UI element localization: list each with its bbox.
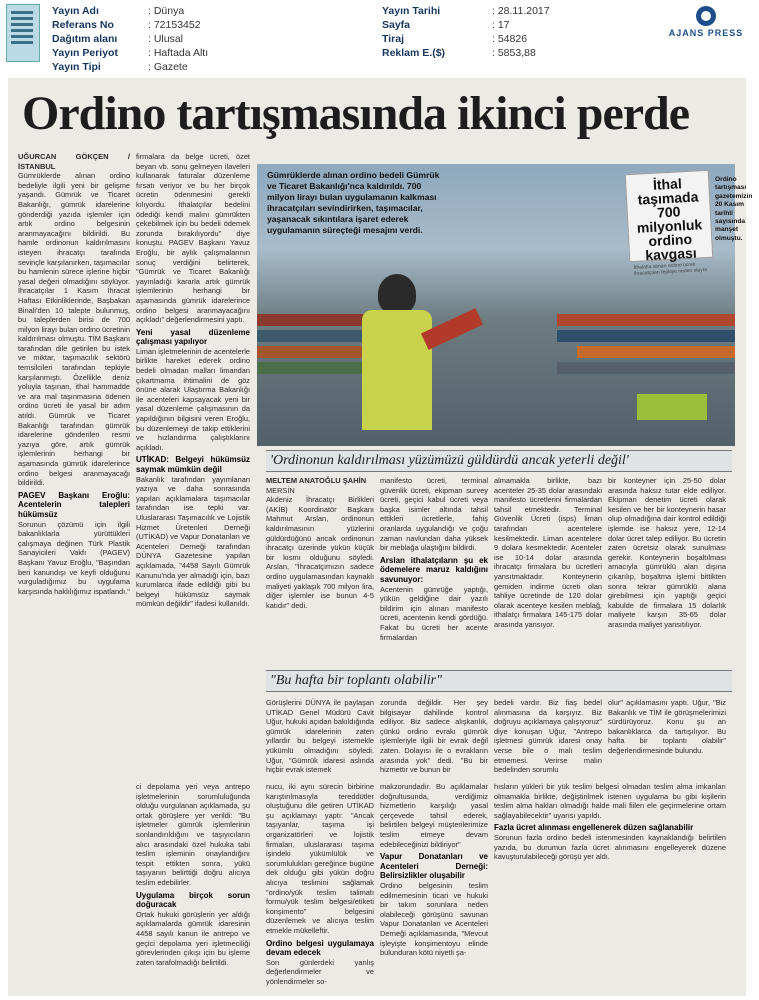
container-stack bbox=[577, 346, 735, 358]
meta-right bbox=[382, 4, 612, 60]
body-text: Gümrüklerde alınan ordino bedeliyle ilgili yeni bir gelişme yaşandı. Gümrük ve Ticaret Bakanlığı, gümrük idarelerine gönderdiği yazıda işlemler için artık ordino belgesinin aranmayacağını bildirildi. Bu hamle ordinonun kaldırılmasını isteyen ihracatçı tarafında sevinçle karşılanırken, taşımacılar bu hamlenin sürece işlerine hiçbir yasal değeri olmadığını söylüyor. İhracatçılar 1 Kasım İhracat Haftası Etkinliklerinde, Başbakan Binali'den 10 talepte bulunmuş, bu taleplerden birisi de 700 milyon lirayı bulan ordino ücretinin kaldırılması olmuştu. TİM Başkanı tarafından dile getirilen bu istek ve miktar, taşımacılık sektörü temsilcileri tarafından tepkiyle karşılanmıştı. Özellikle deniz yoluyla taşınan, ithal hammadde ve ara mal taşınmasına ödenen ordino ücreti ile yasal bir adım atıldı. Gümrük ve Ticaret Bakanlığı tarafından gümrük idarelerine gönderilen resmi yazıya göre, artık gümrük işlemlerinin herhangi bir aşamasında gümrük idarelerince ordino belgesi aranmayacağı bildirildi. bbox=[18, 171, 130, 488]
column-4 bbox=[380, 476, 488, 664]
body-text: Ordino belgesinin teslim edilmemesinin ticari ve hukuki bir takım sorunlara neden olabileceği görüşünü savunan Vapur Donatanları ve Acenteleri Derneği açıklamasında, "Mevcut işleyişte konşimentoyu elinde bulunduran kötü niyetli şa- bbox=[380, 880, 488, 958]
page-thumbnail bbox=[6, 4, 40, 62]
headline: Ordino tartışmasında ikinci perde bbox=[22, 87, 690, 140]
worker-vest bbox=[362, 310, 432, 430]
subheading: Vapur Donatanları ve Acenteleri Derneği: Belirsizlikler oluşabilir bbox=[380, 852, 488, 881]
body-text: almamakla birlikte, bazı acenteler 25-35 dolar arasındaki manifesto ücretlerini firmalardan tahsil etmektedir. Terminal Güvenlik Ücreti (isps) liman tarafından acentelere kesilmektedir. Liman acentelere 9 dolara kesmektedir. Acenteler ise 10-14 dolar arasında ihracatçı firmalara bu ücretleri yansıtmaktadır. Konteynerin gemiden indirme ücreti olan tahliye ücretinde de 120 dolar olarak acenteye kesilen meblağ, ithalatçı firmalara 145-175 dolar arasında yansıyor. bbox=[494, 476, 602, 629]
body-text: Bakanlık tarafından yayımlanan yazıya ve daha sonrasında yapılan açıklamalara taşımacılar tarafından ise tepki var. Uluslararası Taşımacılık ve Lojistik Hizmet Üretenleri Derneği (UTİKAD) ve Vapur Donatanları ve Acenteleri Derneği tarafından DÜNYA Gazetesine yapılan açıklamada, "4458 Sayılı Gümrük Kanunu'nda yer almadığı için, bazı kurumlarca ifade edildiği gibi bu belgeyi hükümsüz saymak mümkün değildir" ifadesi kullanıldı. bbox=[136, 474, 250, 609]
subheading: UTİKAD: Belgeyi hükümsüz saymak mümkün değil bbox=[136, 455, 250, 474]
meta-key: Dağıtım alanı bbox=[52, 33, 118, 45]
container-stack bbox=[557, 362, 735, 374]
meta-value: : 72153452 bbox=[148, 19, 201, 31]
ajans-press-logo bbox=[666, 6, 746, 38]
body-text: ci depolama yeri veya antrepo işletmelerinin sorumluluğunda olduğu vurgulanan açıklamada, şu ortak görüşlere yer verildi: "Bu işletmeler gümrük işlemlerinin sonlandırıldığını ve taşıyıcıların alıcı arasındaki özel hukuka tabi teslim işleminin onaylandığını tespit ettikten sonra, yükü taşıyanın belirttiği doğru alıcıya teslim edebilirler. bbox=[136, 782, 250, 887]
meta-value: : Gazete bbox=[148, 61, 188, 73]
body-text: Liman işletmelerinin de acentelerle birlikte hareket ederek ordino bedeli olmadan malları limandan çıkartmama ihtimalini de göz önüne alarak Ulaştırma Bakanlığı ile acenteleri kapsayacak yeni bir yasal düzenleme çalışmasının da yapıldığının bilgisini veren Eroğlu, bu düzenlemeyi de takip ettiklerini ve hızlandırma çalıştıklarını açıkladı. bbox=[136, 346, 250, 452]
meta-key: Yayın Adı bbox=[52, 5, 99, 17]
clipping-header bbox=[0, 0, 752, 72]
body-text: makzorundadır. Bu açıklamalar doğrultusunda, verdiğimiz hizmetlerin karşılığı yasal çerçevede tahsil ederek, belirtilen belgeyi müşterilerimize teslim etmeye devam edebileceğinizi bildiriyor" bbox=[380, 782, 488, 849]
body-text: Akdeniz İhracatçı Birlikleri (AKİB) Koordinatör Başkanı Mahmut Arslan, ordinonun kaldırılmasının yüzlerini güldürdüğünü ancak ordinonun ihracatçı üzerinde yükün küçük bir kısmı olduğunu söyledi. Arslan, "İhracatçımızın sadece ordino uygulamasından kaynaklı maliyeti yaklaşık 700 milyon lira, diğer işlemler ise bunun 4-5 katıdır" dedi. bbox=[266, 495, 374, 610]
pull-quote: 'Ordinonun kaldırılması yüzümüzü güldürdü ancak yeterli değil' bbox=[266, 450, 732, 472]
byline: MELTEM ANATOĞLU ŞAHİN bbox=[266, 476, 367, 485]
body-text: Görüşlerini DÜNYA ile paylaşan UTİKAD Genel Müdürü Cavit Uğur, hukuki açıdan bakıldığında gümrük idarelerinin zaten yıllardır bu belgeyi istemekle yükümlü olmadığını söyledi. Uğur, "Gümrük idaresi aslında hiçbir evrak istemek bbox=[266, 698, 374, 775]
logo-mark-icon bbox=[696, 6, 716, 26]
column-12 bbox=[266, 782, 374, 990]
port-photo bbox=[257, 164, 753, 446]
meta-value: : 5853,88 bbox=[492, 47, 536, 59]
meta-value: : Haftada Altı bbox=[148, 47, 209, 59]
meta-value: : 54826 bbox=[492, 33, 528, 45]
subheading: Fazla ücret alınması engellenerek düzen sağlanabilir bbox=[494, 823, 694, 833]
column-3 bbox=[266, 476, 374, 664]
logo-text: AJANS PRESS bbox=[668, 28, 744, 38]
subheading: Arslan ithalatçıların şu ek ödemelere maruz kaldığını savunuyor: bbox=[380, 555, 488, 584]
body-text: zorunda değildir. Her şey bilgisayar dahilinde kontrol ediliyor. Biz sadece alışkanlık, çünkü ordino evrakı gümrük işlemleriyle ilgili bir evrak değil zaten. Dolayısı ile o evrakların arasında yok" dedi. "Bu bir hizmettir ve bunun bir bbox=[380, 698, 488, 775]
worker-helmet bbox=[378, 274, 416, 314]
meta-key: Referans No bbox=[52, 19, 114, 31]
column-14 bbox=[494, 782, 726, 990]
body-text: hısların yükleri bir yük teslim belgesi olmadan teslim alma imkanları olmamakla birlikte, değiştirilmek istenen uygulama bu gibi kişilerin teslim alma hakları olmadığı halde mali fiilen ele geçirmelerine ortam sağlayabilecektir" uyarısı yapıldı. bbox=[494, 782, 726, 820]
forklift bbox=[637, 394, 707, 420]
inset-text: İthalatta alınan ordino ücreti ihracatçıları tepkiye neden oluyor. bbox=[633, 261, 709, 277]
meta-key: Reklam E.($) bbox=[382, 47, 446, 59]
body-text: Son günlerdeki yanlış değerlendirmeler ve yönlendirmeler so- bbox=[266, 957, 374, 986]
body-text: Sorunun çözümü için ilgili bakanlıklarla yürüttükleri çalışmaya değinen Türk Plastik Sanayicileri Vakfı (PAGEV) Başkanı Yavuz Eroğlu, "Başından beri kanundışı ve keyfi olduğunu vurguladığımız bu uygulama karşısında haklılığımız ispatlandı." bbox=[18, 519, 130, 596]
meta-value: : Dünya bbox=[148, 5, 185, 17]
container-stack bbox=[557, 314, 735, 326]
pull-quote: "Bu hafta bir toplantı olabilir" bbox=[266, 670, 732, 692]
inset-title: İthal taşımada 700 milyonluk ordino kavgası bbox=[636, 175, 703, 264]
meta-value: : 28.11.2017 bbox=[492, 5, 550, 17]
meta-value: : 17 bbox=[492, 19, 510, 31]
body-text: Sorunun fazla ordino bedeli istenmesinden kaynaklandığı belirtilen yazıda, bu durumun fazla ücret alınmasını engelleyerek düzene kavuşturulabileceği görüşü yer aldı. bbox=[494, 832, 726, 862]
byline: UĞURCAN GÖKÇEN / İSTANBUL bbox=[18, 152, 130, 171]
meta-key: Yayın Tipi bbox=[52, 61, 101, 73]
worker-figure bbox=[352, 260, 447, 430]
column-9 bbox=[494, 698, 602, 774]
body-text: bedeli vardır. Biz fiaş bedel alınmasına da karşıyız. Biz doğruyu açıklamaya çalışıyoruz" diye konuşan Uğur, "Antrepo işletmesi gümrük idaresi onay verse bile o malı teslim etmemesi. Verirse malın bedelinden sorumlu bbox=[494, 698, 602, 775]
column-13 bbox=[380, 782, 488, 990]
photo-caption: Ordino tartışması gazetemizin 20 Kasım tarihli sayısında manşet olmuştu. bbox=[715, 176, 753, 242]
column-10 bbox=[608, 698, 726, 774]
subheading: PAGEV Başkanı Eroğlu: Acentelerin talepleri hükümsüz bbox=[18, 490, 130, 519]
container-stack bbox=[557, 330, 735, 342]
meta-left bbox=[52, 4, 288, 74]
column-8 bbox=[380, 698, 488, 774]
front-page-inset bbox=[625, 170, 713, 277]
column-1 bbox=[18, 152, 130, 990]
subheading: Ordino belgesi uygulamaya devam edecek bbox=[266, 938, 374, 958]
body-text: nucu, iki aynı sürecin birbirine karıştırılmasıyla tereddütler oluştuğunu dile getiren UTİKAD şu açıklamayı yaptı: "Ancak taşıyanlar, taşıma işi organizatörleri ve lojistik firmaları, uluslararası taşıma işindeki yükümlülük ve sorumlulukları gereğince bugüne dek olduğu gibi yükün doğru alıcıya teslimini sağlamak "ordino/yük teslim talimatı formu/yük teslim belgesi/etiketi konşimento" belgesini düzenlemek ve alıcıya teslim etmekle mükelleftir. bbox=[266, 782, 374, 935]
meta-key: Yayın Periyot bbox=[52, 47, 118, 59]
body-text: firmalara da belge ücreti, özet beyan vb. sonu gelmeyen ilaveleri kullanarak faturalar düzenleme fırsatı veriyor ve bu her birçok ücretin ödenmesini gerekli kılıyordu. İthalatçılar bedelini ödediği kendi malını gümrükten çekebilmek için bu bedeli ödemek zorunda bırakılıyordu" diye konuştu. PAGEV Başkanı Yavuz Eroğlu, bir aylık çalışmalarının sonuç verdiğini belirterek, "Gümrük ve Ticaret Bakanlığı yayınladığı kararla artık gümrük işlemlerinin herhangi bir aşamasında gümrük idarelerince ordino belgesi aranmayacağını açıkladı" değerlendirmesini yaptı. bbox=[136, 152, 250, 325]
body-text: bir konteyner için 25-50 dolar arasında haksız tutar elde ediliyor. Ekipman denetim ücreti olarak kesilen ve her bir konteynerin hasar olup olmadığına dair kontrol edildiği işlemde ise haksız yere, 12-14 dolar ücret talep ediliyor. Bu ücretin zaten ücretsiz olarak sunulması gerekir. Konteynerin boşaltılması amacıyla gümrüklü alan dışına çıkarılıp, boşaltma işlemi bittikten sonra tekrar gümrüklü alana girebilmesi için yaptığı geçici kabulde de firmalara 15 dolarlık maliyete karşın 35-65 dolar arasında maliyet yansıtılıyor. bbox=[608, 476, 726, 629]
column-5 bbox=[494, 476, 602, 664]
meta-key: Yayın Tarihi bbox=[382, 5, 441, 17]
subheading: Yeni yasal düzenleme çalışması yapılıyor bbox=[136, 327, 250, 347]
meta-value: : Ulusal bbox=[148, 33, 184, 45]
subheading: Uygulama birçok sorun doğuracak bbox=[136, 890, 250, 910]
meta-key: Tiraj bbox=[382, 33, 404, 45]
body-text: olur" açıklamasını yaptı. Uğur, "Biz Bakanlık ve TİM ile görüşmelerimizi sürdürüyoruz. Konu şu an bakanlıklarca da tartışılıyor. Bu hafta bir toplantı olabilir" değerlendirmesinde bulundu. bbox=[608, 698, 726, 755]
body-text: Ortak hukuki görüşlerin yer aldığı açıklamalarda gümrük idaresinin 4458 sayılı kanun ile antrepo ve geçici depolama yeri işletmeciliği görevlerinden çıkışı için bu işleme zaten tarafolmadığı belirtildi. bbox=[136, 909, 250, 967]
newspaper-clipping bbox=[8, 78, 753, 996]
column-6 bbox=[608, 476, 726, 664]
meta-key: Sayfa bbox=[382, 19, 411, 31]
article-intro: Gümrüklerde alınan ordino bedeli Gümrük ve Ticaret Bakanlığı'nca kaldırıldı. 700 milyon lirayı bulan uygulamanın kalkması ihracatçıları sevindirirken, taşımacılar, yaşanacak sıkıntılara işaret ederek uygulamanın süreçteği mesajını verdi. bbox=[267, 170, 440, 235]
body-text: Acentenin gümrüğe yaptığı, yükün geldiğine dair yazılı bildirim için alınan manifesto ücreti, acentenin kendi gördüğü. Fakat bu ücreti her acente firmalardan bbox=[380, 584, 488, 642]
location: MERSİN bbox=[266, 485, 295, 495]
column-7 bbox=[266, 698, 374, 774]
column-11 bbox=[136, 782, 250, 990]
body-text: manifesto ücreti, terminal güvenlik ücreti, ekipman survey ücreti, geçici kabul ücreti veya başka isimler altında tahsil ettikleri ücretlerle, fahiş oranlarda uygulandığı ve çoğu zaman navlundan daha yüksek bir meblağa ulaştığını bildirdi. bbox=[380, 476, 488, 553]
